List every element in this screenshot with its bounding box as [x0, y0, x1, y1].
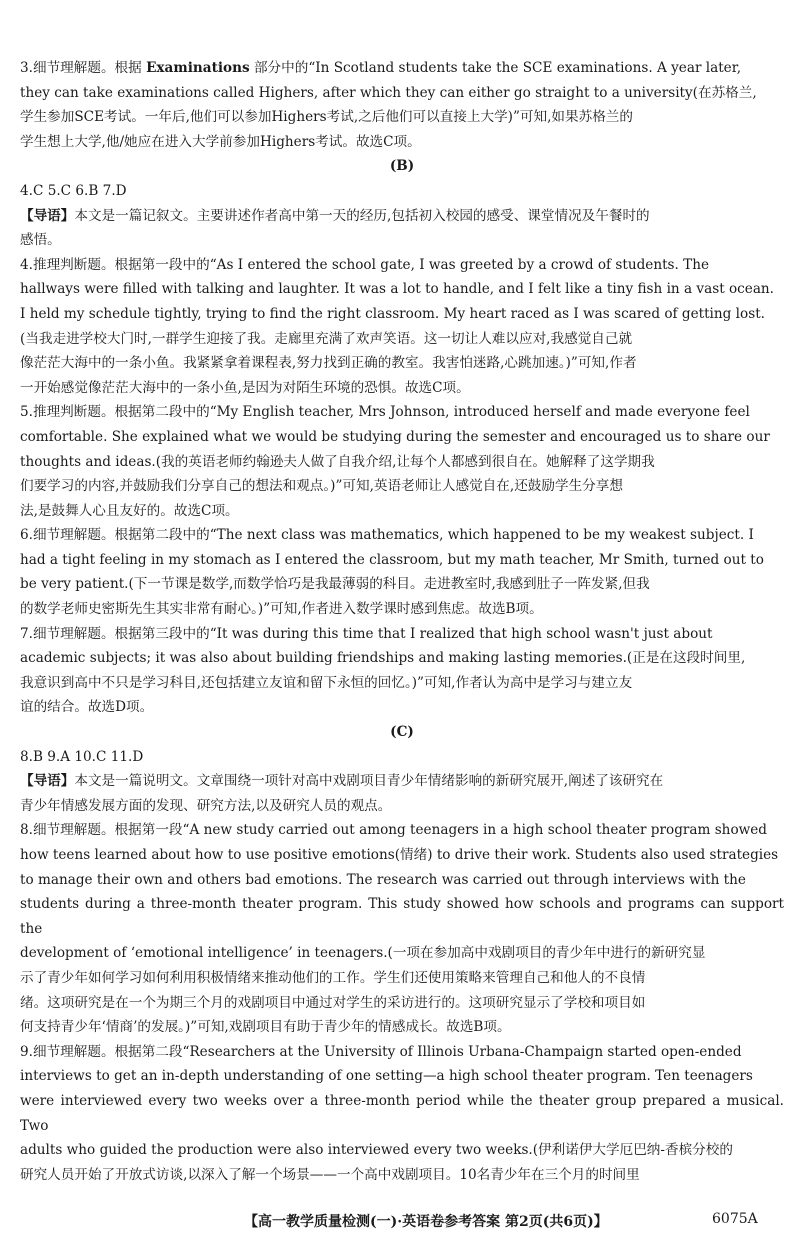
- question-9-explanation: 9.细节理解题。根据第二段“Researchers at the University of Illinois Urbana-Champaign started open-ended interviews to get an in-depth understanding of one setting—a high school theater program. Ten teenagers were interviewed every two weeks over a three-month period while the theater group prepared a musical. Two adults who guided the production were also interviewed every two weeks.(伊利诺伊大学厄巴纳-香槟分校的 研究人员开始了开放式访谈,以深入了解一个场景——一个高中戏剧项目。10名青少年在三个月的时间里: [20, 1043, 784, 1183]
- page-footer: [0, 1207, 800, 1237]
- guide-tag: 【导语】: [20, 207, 75, 224]
- section-b-guide: 【导语】本文是一篇记叙文。主要讲述作者高中第一天的经历,包括初入校园的感受、课堂情况及午餐时的 感悟。: [20, 207, 650, 249]
- footer-title: 【高一教学质量检测(一)·英语卷参考答案 第2页(共6页)】: [244, 1214, 608, 1230]
- question-7-explanation: 7.细节理解题。根据第三段中的“It was during this time that I realized that high school wasn't just about academic subjects; it was also about building friendships and making lasting memories.(正是在这段时间里, 我意识到高中不只是学习科目,还包括建立友谊和留下永恒的回忆。)”可知,作者认为高中是学习与建立友 谊的结合。故选D项。: [20, 625, 746, 716]
- section-b-heading: (B): [389, 158, 415, 175]
- page-content: [20, 56, 784, 1187]
- question-6-explanation: 6.细节理解题。根据第二段中的“The next class was mathematics, which happened to be my weakest subject. I had a tight feeling in my stomach as I entered the classroom, but my math teacher, Mr Smith, turned out to be very patient.(下一节课是数学,而数学恰巧是我最薄弱的科目。走进教室时,我感到肚子一阵发紧,但我 的数学老师史密斯先生其实非常有耐心。)”可知,作者进入数学课时感到焦虑。故选B项。: [20, 527, 764, 618]
- examinations-keyword: Examinations: [146, 60, 250, 76]
- question-4-explanation: 4.推理判断题。根据第一段中的“As I entered the school gate, I was greeted by a crowd of students. The hallways were filled with talking and laughter. It was a lot to handle, and I felt like a tiny fish in a vast ocean. I held my schedule tightly, trying to find the right classroom. My heart raced as I was scared of getting lost. (当我走进学校大门时,一群学生迎接了我。走廊里充满了欢声笑语。这一切让人难以应对,我感觉自己就 像茫茫大海中的一条小鱼。我紧紧拿着课程表,努力找到正确的教室。我害怕迷路,心跳加速。)”可知,作者 一开始感觉像茫茫大海中的一条小鱼,是因为对陌生环境的恐惧。故选C项。: [20, 256, 775, 396]
- section-c-answers: 8.B 9.A 10.C 11.D: [20, 748, 144, 765]
- question-3-explanation: 3.细节理解题。根据 Examinations 部分中的“In Scotland students take the SCE examinations. A year later, they can take examinations called Highers, after which they can either go straight to a university(在苏格兰, 学生参加SCE考试。一年后,他们可以参加Highers考试,之后他们可以直接上大学)”可知,如果苏格兰的 学生想上大学,他/她应在进入大学前参加Highers考试。故选C项。: [20, 60, 757, 150]
- paper-code: 6075A: [712, 1211, 758, 1227]
- section-c-guide: 【导语】本文是一篇说明文。文章围绕一项针对高中戏剧项目青少年情绪影响的新研究展开,阐述了该研究在 青少年情感发展方面的发现、研究方法,以及研究人员的观点。: [20, 773, 664, 814]
- section-b-answers: 4.C 5.C 6.B 7.D: [20, 182, 127, 199]
- section-c-heading: (C): [390, 724, 414, 741]
- question-5-explanation: 5.推理判断题。根据第二段中的“My English teacher, Mrs Johnson, introduced herself and made everyone feel comfortable. She explained what we would be studying during the semester and encouraged us to share our thoughts and ideas.(我的英语老师约翰逊夫人做了自我介绍,让每个人都感到很自在。她解释了这学期我 们要学习的内容,并鼓励我们分享自己的想法和观点。)”可知,英语老师让人感觉自在,还鼓励学生分享想 法,是鼓舞人心且友好的。故选C项。: [20, 404, 770, 519]
- guide-tag: 【导语】: [20, 773, 75, 790]
- question-8-explanation: 8.细节理解题。根据第一段“A new study carried out among teenagers in a high school theater program showed how teens learned about how to use positive emotions(情绪) to drive their work. Students also used strategies to manage their own and others bad emotions. The research was carried out through interviews with the students during a three-month theater program. This study showed how schools and programs can support the development of ‘emotional intelligence’ in teenagers.(一项在参加高中戏剧项目的青少年中进行的新研究显 示了青少年如何学习如何利用积极情绪来推动他们的工作。学生们还使用策略来管理自己和他人的不良情 绪。这项研究是在一个为期三个月的戏剧项目中通过对学生的采访进行的。这项研究显示了学校和项目如 何支持青少年‘情商’的发展。)”可知,戏剧项目有助于青少年的情感成长。故选B项。: [20, 822, 784, 1036]
